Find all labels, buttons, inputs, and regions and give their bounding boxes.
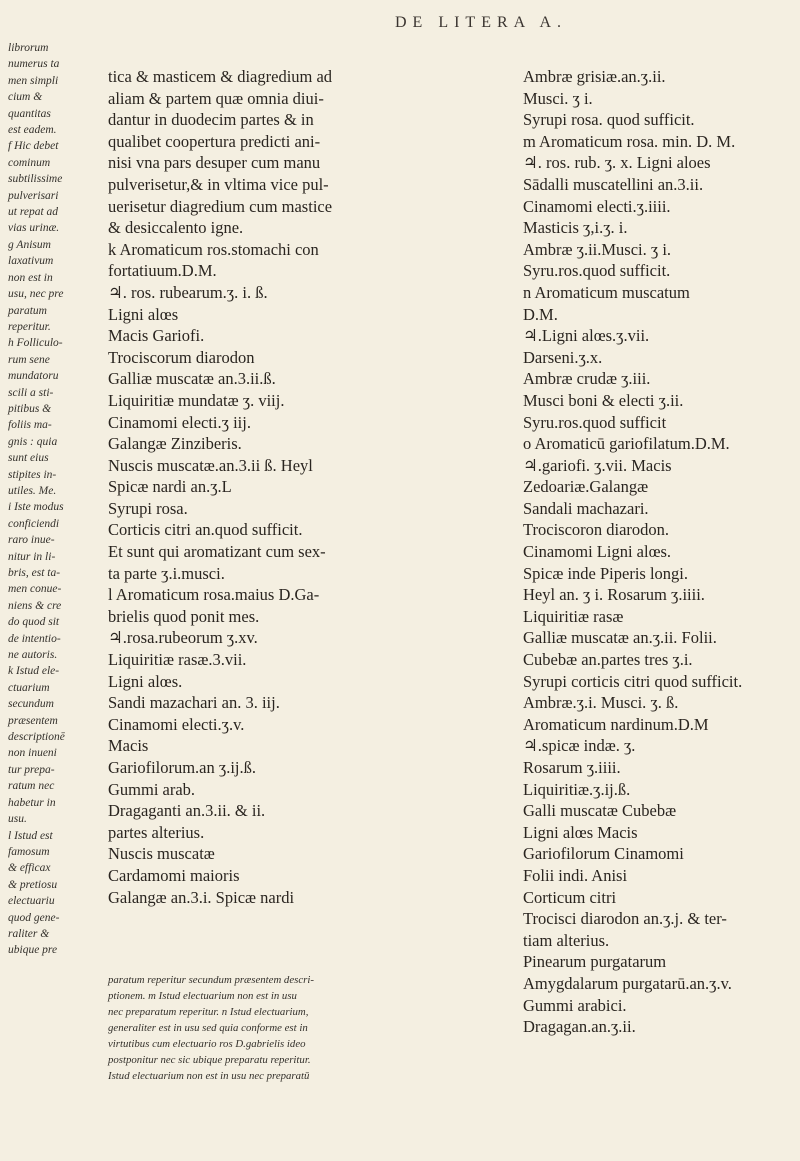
- text-line: Masticis ʒ,i.ʒ. i.: [523, 218, 628, 238]
- footnote-line: postponitur nec sic ubique preparatu reperitur.: [108, 1054, 311, 1066]
- text-line: ♃.spicæ indæ. ʒ.: [523, 736, 636, 756]
- margin-note-line: laxativum: [8, 255, 54, 268]
- margin-note-line: famosum: [8, 845, 50, 858]
- text-line: Liquiritiæ rasæ.3.vii.: [108, 650, 247, 670]
- text-line: Rosarum ʒ.iiii.: [523, 758, 621, 777]
- text-line: fortatiuum.D.M.: [108, 261, 217, 281]
- text-line: Dragagan.an.ʒ.ii.: [523, 1017, 636, 1037]
- text-line: Sandali machazari.: [523, 498, 649, 518]
- text-line: D.M.: [523, 304, 558, 324]
- text-line: Nuscis muscatæ: [108, 844, 215, 864]
- margin-note-line: reperitur.: [8, 320, 51, 333]
- text-line: dantur in duodecim partes & in: [108, 110, 314, 130]
- text-line: Et sunt qui aromatizant cum sex-: [108, 542, 326, 562]
- text-line: Cinamomi electi.ʒ iij.: [108, 412, 251, 432]
- margin-note-line: l Istud est: [8, 829, 53, 842]
- text-line: Ambræ crudæ ʒ.iii.: [523, 369, 651, 389]
- text-line: l Aromaticum rosa.maius D.Ga-: [108, 585, 320, 605]
- footnote-line: Istud electuarium non est in usu nec preparatū: [108, 1070, 310, 1082]
- margin-note-line: subtilissime: [8, 173, 63, 186]
- margin-note-line: men simpli: [8, 74, 59, 87]
- text-line: Macis Gariofi.: [108, 326, 205, 346]
- text-line: qualibet coopertura predicti ani-: [108, 131, 321, 151]
- text-line: Musci. ʒ i.: [523, 88, 593, 108]
- text-line: Galliæ muscatæ an.ʒ.ii. Folii.: [523, 628, 717, 648]
- margin-note-line: gnis : quia: [8, 435, 58, 448]
- text-line: ♃. ros. rubearum.ʒ. i. ß.: [108, 282, 268, 302]
- margin-note-line: rum sene: [8, 353, 50, 366]
- margin-note-line: pitibus &: [8, 402, 52, 415]
- margin-note-line: quod gene-: [8, 911, 60, 924]
- margin-note-line: usu.: [8, 813, 27, 826]
- footnote-line: nec preparatum reperitur. n Istud electuarium,: [108, 1006, 309, 1018]
- text-line: Syru.ros.quod sufficit: [523, 412, 667, 432]
- text-line: Galli muscatæ Cubebæ: [523, 801, 677, 821]
- text-line: Liquiritiæ.ʒ.ij.ß.: [523, 779, 631, 799]
- text-line: partes alterius.: [108, 822, 205, 842]
- margin-note-line: conficiendi: [8, 517, 60, 530]
- text-line: Ambræ.ʒ.i. Musci. ʒ. ß.: [523, 693, 679, 713]
- text-line: nisi vna pars desuper cum manu: [108, 153, 321, 173]
- text-line: Sādalli muscatellini an.3.ii.: [523, 174, 704, 194]
- margin-note-line: do quod sit: [8, 616, 60, 629]
- middle-column: [108, 66, 498, 908]
- text-line: Pinearum purgatarum: [523, 952, 667, 972]
- margin-note-line: cium &: [8, 91, 43, 104]
- text-line: Ligni alœs.: [108, 671, 183, 691]
- text-line: Spicæ nardi an.ʒ.L: [108, 477, 232, 497]
- margin-note-line: foliis ma-: [8, 419, 52, 432]
- margin-note-line: g Anisum: [8, 238, 51, 251]
- margin-note-line: nitur in li-: [8, 550, 56, 563]
- margin-note-line: & pretiosu: [8, 878, 58, 891]
- text-line: Heyl an. ʒ i. Rosarum ʒ.iiii.: [523, 585, 705, 605]
- margin-note-line: h Folliculo-: [8, 337, 63, 350]
- text-line: m Aromaticum rosa. min. D. M.: [523, 131, 736, 151]
- margin-note-line: cominum: [8, 156, 51, 169]
- text-line: uerisetur diagredium cum mastice: [108, 196, 333, 216]
- footnotes: [108, 972, 503, 1084]
- margin-note-line: librorum: [8, 42, 49, 54]
- text-line: Folii indi. Anisi: [523, 865, 628, 885]
- margin-note-line: k Istud ele-: [8, 665, 60, 678]
- text-line: Gummi arabici.: [523, 995, 627, 1015]
- text-line: ♃.gariofi. ʒ.vii. Macis: [523, 455, 672, 475]
- text-line: Gariofilorum.an ʒ.ij.ß.: [108, 758, 257, 777]
- text-line: ♃. ros. rub. ʒ. x. Ligni aloes: [523, 153, 711, 173]
- margin-note-line: quantitas: [8, 107, 51, 120]
- text-line: tiam alterius.: [523, 930, 610, 950]
- margin-note-line: sunt eius: [8, 452, 49, 465]
- text-line: Cinamomi Ligni alœs.: [523, 542, 672, 562]
- text-line: tica & masticem & diagredium ad: [108, 67, 333, 86]
- text-line: Trociscoron diarodon.: [523, 520, 670, 540]
- margin-note-line: non inueni: [8, 747, 57, 760]
- text-line: Nuscis muscatæ.an.3.ii ß. Heyl: [108, 455, 313, 475]
- margin-note-line: scili a sti-: [8, 386, 54, 399]
- footnote-line: paratum reperitur secundum præsentem descri-: [108, 974, 314, 986]
- margin-note-line: ctuarium: [8, 681, 50, 694]
- text-line: brielis quod ponit mes.: [108, 606, 260, 626]
- text-line: Cinamomi electi.ʒ.iiii.: [523, 196, 671, 216]
- text-line: Cinamomi electi.ʒ.v.: [108, 714, 245, 734]
- text-line: Corticis citri an.quod sufficit.: [108, 520, 303, 540]
- margin-note-line: pulverisari: [8, 189, 59, 202]
- margin-note-line: numerus ta: [8, 58, 60, 71]
- text-line: Darseni.ʒ.x.: [523, 347, 603, 367]
- margin-note-line: ut repat ad: [8, 206, 59, 219]
- text-line: Sandi mazachari an. 3. iij.: [108, 693, 280, 713]
- text-line: Aromaticum nardinum.D.M: [523, 714, 709, 734]
- margin-note-line: præsentem: [8, 714, 58, 727]
- text-line: Ligni alœs: [108, 304, 179, 324]
- margin-note-line: niens & cre: [8, 599, 62, 612]
- footnote-line: ptionem. m Istud electuarium non est in usu: [108, 990, 297, 1002]
- text-line: ♃.rosa.rubeorum ʒ.xv.: [108, 628, 258, 648]
- text-line: Ambræ ʒ.ii.Musci. ʒ i.: [523, 239, 672, 259]
- text-line: Galangæ Zinziberis.: [108, 434, 242, 454]
- margin-note-line: i Iste modus: [8, 501, 64, 514]
- margin-note-line: ratum nec: [8, 780, 55, 793]
- text-line: pulverisetur,& in vltima vice pul-: [108, 174, 329, 194]
- text-line: Ligni alœs Macis: [523, 822, 638, 842]
- footnote-line: virtutibus cum electuario ros D.gabrielis ideo: [108, 1038, 306, 1050]
- margin-note-line: stipites in-: [8, 468, 57, 481]
- text-line: Trociscorum diarodon: [108, 347, 255, 367]
- running-title: DE LITERA A.: [395, 14, 567, 31]
- text-line: k Aromaticum ros.stomachi con: [108, 239, 319, 259]
- margin-note-line: est eadem.: [8, 124, 57, 137]
- margin-note-line: f Hic debet: [8, 140, 59, 153]
- margin-note-line: habetur in: [8, 796, 56, 809]
- text-line: Galliæ muscatæ an.3.ii.ß.: [108, 369, 276, 389]
- text-line: Ambræ grisiæ.an.ʒ.ii.: [523, 67, 666, 86]
- text-line: Macis: [108, 736, 149, 756]
- margin-note-line: tur prepa-: [8, 763, 55, 776]
- text-line: Musci boni & electi ʒ.ii.: [523, 390, 684, 410]
- margin-note-line: bris, est ta-: [8, 567, 61, 579]
- margin-note-line: ubique pre: [8, 944, 58, 957]
- text-line: Syrupi rosa.: [108, 498, 188, 518]
- text-line: Corticum citri: [523, 887, 617, 907]
- margin-note-line: ne autoris.: [8, 649, 58, 662]
- text-line: Liquiritiæ mundatæ ʒ. viij.: [108, 390, 285, 410]
- text-line: Cardamomi maioris: [108, 865, 240, 885]
- text-line: Dragaganti an.3.ii. & ii.: [108, 801, 266, 821]
- text-line: ♃.Ligni alœs.ʒ.vii.: [523, 326, 650, 346]
- margin-note-line: men conue-: [8, 583, 62, 596]
- text-line: Cubebæ an.partes tres ʒ.i.: [523, 650, 693, 670]
- text-line: & desiccalento igne.: [108, 218, 244, 238]
- text-line: Spicæ inde Piperis longi.: [523, 563, 688, 583]
- text-line: Amygdalarum purgatarū.an.ʒ.v.: [523, 973, 732, 993]
- text-line: Zedoariæ.Galangæ: [523, 477, 649, 497]
- margin-note-line: raliter &: [8, 927, 50, 940]
- margin-note-line: electuariu: [8, 895, 55, 908]
- text-line: Gummi arab.: [108, 779, 196, 799]
- text-line: Gariofilorum Cinamomi: [523, 844, 684, 864]
- margin-note-line: raro inue-: [8, 534, 55, 547]
- text-line: Syru.ros.quod sufficit.: [523, 261, 671, 281]
- footnote-line: generaliter est in usu sed quia conforme est in: [108, 1022, 308, 1034]
- text-line: Syrupi corticis citri quod sufficit.: [523, 671, 743, 691]
- right-column: [523, 66, 795, 1038]
- margin-note-line: secundum: [8, 698, 54, 711]
- margin-note-line: utiles. Me.: [8, 484, 57, 497]
- text-line: ta parte ʒ.i.musci.: [108, 563, 225, 583]
- margin-note-line: non est in: [8, 271, 53, 284]
- margin-note-line: descriptionē: [8, 731, 65, 744]
- text-line: Liquiritiæ rasæ: [523, 606, 624, 626]
- text-line: aliam & partem quæ omnia diui-: [108, 88, 324, 108]
- margin-note-line: paratum: [8, 304, 47, 317]
- margin-note-line: usu, nec pre: [8, 288, 64, 301]
- text-line: o Aromaticū gariofilatum.D.M.: [523, 434, 730, 454]
- marginal-notes: [8, 40, 94, 959]
- margin-note-line: vias urinæ.: [8, 222, 60, 235]
- margin-note-line: de intentio-: [8, 632, 61, 645]
- text-line: n Aromaticum muscatum: [523, 282, 690, 302]
- margin-note-line: & efficax: [8, 862, 51, 875]
- text-line: Galangæ an.3.i. Spicæ nardi: [108, 887, 295, 907]
- text-line: Trocisci diarodon an.ʒ.j. & ter-: [523, 909, 727, 929]
- text-line: Syrupi rosa. quod sufficit.: [523, 110, 695, 130]
- margin-note-line: mundatoru: [8, 370, 59, 383]
